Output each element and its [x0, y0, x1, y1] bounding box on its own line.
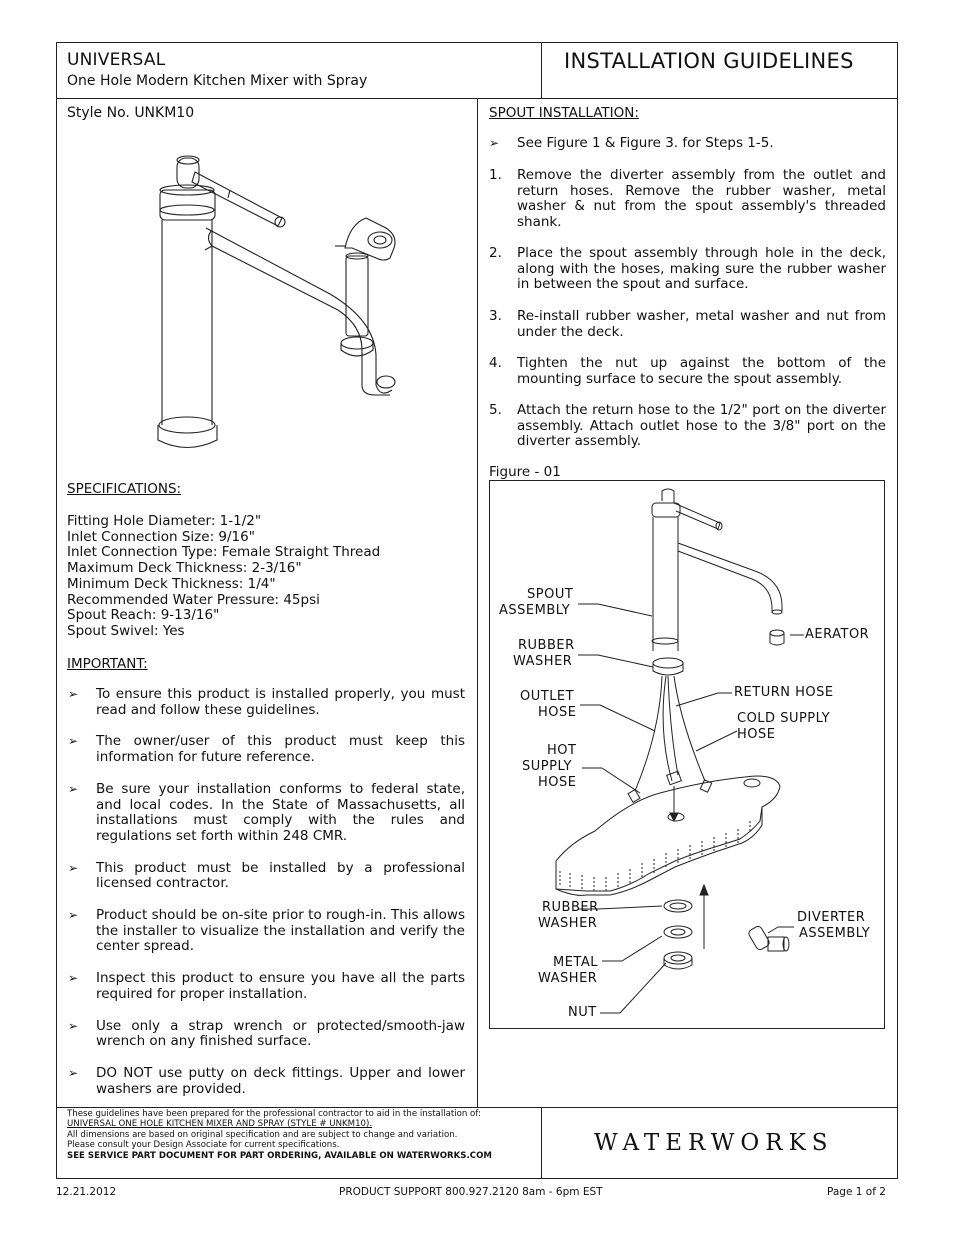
important-item: ➢ DO NOT use putty on deck fittings. Upper and lower washers are provided. [68, 1064, 465, 1097]
spec-item: Spout Swivel: Yes [67, 622, 185, 639]
bullet-arrow-icon: ➢ [68, 687, 79, 701]
label-hot: HOT [547, 743, 577, 758]
bullet-arrow-icon: ➢ [68, 781, 79, 796]
document-date: 12.21.2012 [56, 1186, 117, 1198]
document-title: INSTALLATION GUIDELINES [564, 49, 854, 73]
bullet-arrow-icon: ➢ [68, 734, 79, 749]
spec-item: Spout Reach: 9-13/16" [67, 607, 220, 624]
important-item: ➢ Inspect this product to ensure you have all the parts required for proper installation. [68, 970, 465, 1002]
label-return-hose: RETURN HOSE [734, 685, 834, 700]
label-spout-assembly: ASSEMBLY [499, 603, 571, 618]
spec-item: Fitting Hole Diameter: 1-1/2" [67, 513, 262, 529]
bullet-arrow-icon: ➢ [68, 908, 79, 923]
important-item: ➢ The owner/user of this product must keep this information for future reference. [68, 733, 465, 766]
label-lower-rubber-washer: WASHER [538, 916, 598, 931]
spec-item: Minimum Deck Thickness: 1/4" [67, 575, 276, 592]
label-diverter: DIVERTER [797, 910, 866, 925]
faucet-illustration [140, 150, 410, 455]
label-rubber: RUBBER [518, 638, 575, 653]
spec-item: Maximum Deck Thickness: 2-3/16" [67, 560, 302, 577]
style-value: UNKM10 [134, 105, 195, 121]
spec-item: Inlet Connection Size: 9/16" [67, 528, 255, 545]
important-list [68, 686, 465, 1097]
label-outlet: OUTLET [520, 689, 575, 704]
important-item: ➢ To ensure this product is installed properly, you must read and follow these guidelines. [68, 686, 465, 718]
label-rubber-washer: WASHER [513, 654, 573, 669]
step-5: 5. Attach the return hose to the 1/2" port on the diverter assembly. Attach outlet hose to the 3/8" port on the diverter assembly. [489, 402, 886, 450]
important-item: ➢ Use only a strap wrench or protected/smooth-jaw wrench on any finished surface. [68, 1017, 465, 1050]
label-cold-supply-hose: HOSE [737, 727, 776, 742]
header-divider [541, 42, 542, 99]
intro-line: ➢ See Figure 1 & Figure 3. for Steps 1-5. [489, 135, 774, 151]
label-outlet-hose: HOSE [538, 705, 577, 720]
label-aerator: AERATOR [805, 627, 870, 642]
figure-caption: Figure - 01 [489, 464, 561, 480]
footer-divider [541, 1107, 542, 1179]
label-spout: SPOUT [527, 587, 574, 602]
footer-line: All dimensions are based on original specification and are subject to change and variation. [67, 1129, 458, 1140]
label-nut: NUT [568, 1005, 597, 1020]
label-lower-rubber: RUBBER [542, 900, 599, 915]
step-3: 3. Re-install rubber washer, metal washer and nut from under the deck. [489, 308, 886, 340]
spec-item: Inlet Connection Type: Female Straight Thread [67, 544, 381, 561]
waterworks-logo: WATERWORKS [594, 1130, 834, 1156]
style-number [67, 105, 194, 121]
spout-installation-heading: SPOUT INSTALLATION: [489, 105, 639, 121]
footer-line: Please consult your Design Associate for current specifications. [67, 1140, 340, 1151]
label-diverter-assembly: ASSEMBLY [799, 926, 871, 941]
page-number: Page 1 of 2 [827, 1186, 886, 1198]
label-cold-supply: COLD SUPPLY [737, 711, 831, 726]
label-metal: METAL [553, 955, 598, 970]
product-subtitle: One Hole Modern Kitchen Mixer with Spray [67, 73, 368, 89]
bullet-arrow-icon: ➢ [489, 136, 500, 150]
important-item: ➢ Be sure your installation conforms to federal state, and local codes. In the State of Massachusetts, all installations must comply with the rules and regulations set forth within 248 CMR. [68, 780, 465, 844]
bullet-arrow-icon: ➢ [68, 971, 79, 986]
footer-rule [56, 1107, 898, 1108]
step-4: 4. Tighten the nut up against the bottom of the mounting surface to secure the spout assembly. [489, 355, 886, 387]
footer-line: These guidelines have been prepared for the professional contractor to aid in the installation of: [67, 1109, 481, 1119]
bullet-arrow-icon: ➢ [68, 860, 79, 875]
column-divider [477, 98, 478, 1108]
label-metal-washer: WASHER [538, 971, 598, 986]
important-heading: IMPORTANT: [67, 656, 148, 672]
style-label: Style No. [67, 105, 130, 121]
step-2: 2. Place the spout assembly through hole in the deck, along with the hoses, making sure the rubber washer in between the spout and surface. [489, 245, 886, 293]
specifications-list [67, 514, 467, 640]
label-hot-supply: SUPPLY [522, 759, 572, 774]
specifications-heading: SPECIFICATIONS: [67, 481, 182, 497]
bullet-arrow-icon: ➢ [68, 1065, 79, 1080]
important-item: ➢ This product must be installed by a professional licensed contractor. [68, 859, 465, 892]
footer-notes [67, 1109, 537, 1161]
step-1: 1. Remove the diverter assembly from the outlet and return hoses. Remove the rubber washer, metal washer & nut from the spout assembly's threaded shank. [489, 167, 886, 230]
footer-service-note: SEE SERVICE PART DOCUMENT FOR PART ORDERING, AVAILABLE ON WATERWORKS.COM [67, 1150, 492, 1161]
product-support: PRODUCT SUPPORT 800.927.2120 8am - 6pm EST [339, 1186, 603, 1198]
label-hot-supply-hose: HOSE [538, 775, 577, 790]
bullet-arrow-icon: ➢ [68, 1018, 79, 1033]
footer-product-link: UNIVERSAL ONE HOLE KITCHEN MIXER AND SPRAY (STYLE # UNKM10). [67, 1119, 373, 1130]
brand-name: UNIVERSAL [67, 50, 166, 70]
important-item: ➢ Product should be on-site prior to rough-in. This allows the installer to visualize the installation and verify the center spread. [68, 907, 465, 955]
spec-item: Recommended Water Pressure: 45psi [67, 591, 320, 608]
